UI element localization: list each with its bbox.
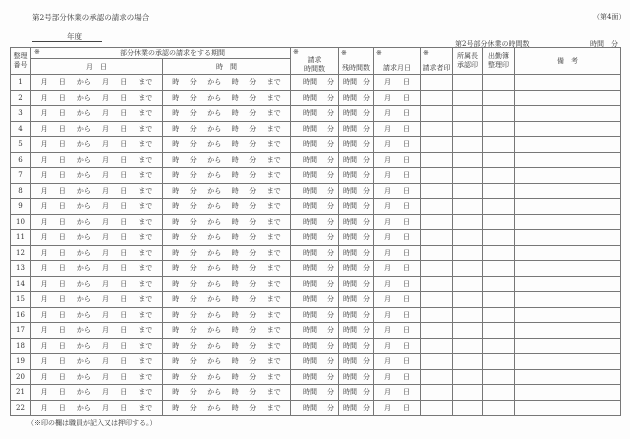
time-range-cell[interactable]: 時 分 から 時 分 まで [163,292,291,308]
time-range-cell[interactable]: 時 分 から 時 分 まで [163,385,291,401]
request-date-cell[interactable]: 月 日 [374,152,421,168]
requester-seal-cell[interactable] [421,400,453,416]
table-row [11,90,621,106]
remaining-hours-cell[interactable]: 時間 分 [339,121,374,137]
supervisor-seal-cell[interactable] [453,183,483,199]
requester-seal-cell[interactable] [421,323,453,339]
table-row [11,214,621,230]
date-range-cell[interactable]: 月 日 から 月 日 まで [31,385,163,401]
table-row [11,75,621,91]
table-row [11,354,621,370]
request-date-cell[interactable]: 月 日 [374,369,421,385]
time-range-cell[interactable]: 時 分 から 時 分 まで [163,354,291,370]
table-row [11,106,621,122]
supervisor-seal-cell[interactable] [453,75,483,91]
request-date-cell[interactable]: 月 日 [374,261,421,277]
row-number: 16 [11,307,31,323]
requester-seal-cell[interactable] [421,75,453,91]
remaining-hours-cell[interactable]: 時間 分 [339,106,374,122]
requester-seal-cell[interactable] [421,307,453,323]
table-row [11,137,621,153]
time-range-cell[interactable]: 時 分 から 時 分 まで [163,90,291,106]
request-date-cell[interactable]: 月 日 [374,230,421,246]
requester-seal-cell[interactable] [421,199,453,215]
time-range-cell[interactable]: 時 分 から 時 分 まで [163,152,291,168]
supervisor-seal-cell[interactable] [453,230,483,246]
row-number: 14 [11,276,31,292]
remaining-hours-cell[interactable]: 時間 分 [339,245,374,261]
remarks-cell[interactable] [515,354,621,370]
supervisor-seal-cell[interactable] [453,245,483,261]
remarks-cell[interactable] [515,90,621,106]
date-range-cell[interactable]: 月 日 から 月 日 まで [31,75,163,91]
attendance-seal-cell[interactable] [483,369,515,385]
date-range-cell[interactable]: 月 日 から 月 日 まで [31,230,163,246]
row-number: 22 [11,400,31,416]
time-range-cell[interactable]: 時 分 から 時 分 まで [163,245,291,261]
time-range-cell[interactable]: 時 分 から 時 分 まで [163,338,291,354]
time-range-cell[interactable]: 時 分 から 時 分 まで [163,307,291,323]
remaining-hours-cell[interactable]: 時間 分 [339,199,374,215]
supervisor-seal-cell[interactable] [453,323,483,339]
request-date-cell[interactable]: 月 日 [374,183,421,199]
remarks-cell[interactable] [515,276,621,292]
table-row [11,199,621,215]
remaining-hours-cell[interactable]: 時間 分 [339,230,374,246]
remarks-cell[interactable] [515,369,621,385]
supervisor-seal-cell[interactable] [453,400,483,416]
time-range-cell[interactable]: 時 分 から 時 分 まで [163,230,291,246]
supervisor-seal-cell[interactable] [453,261,483,277]
table-row [11,261,621,277]
attendance-seal-cell[interactable] [483,400,515,416]
table-row [11,183,621,199]
table-row [11,338,621,354]
attendance-seal-cell[interactable] [483,168,515,184]
supervisor-seal-cell[interactable] [453,199,483,215]
page-number: （第4面） [593,13,626,21]
time-range-cell[interactable]: 時 分 から 時 分 まで [163,137,291,153]
total-hours-label: 第2号部分休業の時間数 [455,40,530,48]
requester-seal-cell[interactable] [421,276,453,292]
row-number: 9 [11,199,31,215]
remaining-hours-cell[interactable]: 時間 分 [339,214,374,230]
time-range-cell[interactable]: 時 分 から 時 分 まで [163,400,291,416]
header-period: ※ 部分休業の承認の請求をする期間 [31,48,291,59]
time-range-cell[interactable]: 時 分 から 時 分 まで [163,323,291,339]
remarks-cell[interactable] [515,261,621,277]
date-range-cell[interactable]: 月 日 から 月 日 まで [31,323,163,339]
request-hours-cell[interactable]: 時間 分 [291,307,339,323]
request-hours-cell[interactable]: 時間 分 [291,230,339,246]
request-date-cell[interactable]: 月 日 [374,168,421,184]
table-row [11,323,621,339]
remaining-hours-cell[interactable]: 時間 分 [339,338,374,354]
supervisor-seal-cell[interactable] [453,292,483,308]
remaining-hours-cell[interactable]: 時間 分 [339,292,374,308]
row-number: 20 [11,369,31,385]
remaining-hours-cell[interactable]: 時間 分 [339,152,374,168]
remaining-hours-cell[interactable]: 時間 分 [339,168,374,184]
attendance-seal-cell[interactable] [483,183,515,199]
request-hours-cell[interactable]: 時間 分 [291,75,339,91]
table-row [11,400,621,416]
supervisor-seal-cell[interactable] [453,214,483,230]
attendance-seal-cell[interactable] [483,137,515,153]
attendance-seal-cell[interactable] [483,354,515,370]
request-hours-cell[interactable]: 時間 分 [291,199,339,215]
remaining-hours-cell[interactable]: 時間 分 [339,75,374,91]
request-hours-cell[interactable]: 時間 分 [291,106,339,122]
row-number: 1 [11,75,31,91]
date-range-cell[interactable]: 月 日 から 月 日 まで [31,106,163,122]
row-number: 4 [11,121,31,137]
time-range-cell[interactable]: 時 分 から 時 分 まで [163,75,291,91]
attendance-seal-cell[interactable] [483,152,515,168]
row-number: 11 [11,230,31,246]
request-date-cell[interactable]: 月 日 [374,106,421,122]
remarks-cell[interactable] [515,307,621,323]
request-date-cell[interactable]: 月 日 [374,292,421,308]
requester-seal-cell[interactable] [421,168,453,184]
attendance-seal-cell[interactable] [483,261,515,277]
remarks-cell[interactable] [515,106,621,122]
date-range-cell[interactable]: 月 日 から 月 日 まで [31,152,163,168]
row-number: 19 [11,354,31,370]
remaining-hours-cell[interactable]: 時間 分 [339,90,374,106]
remarks-cell[interactable] [515,323,621,339]
remaining-hours-cell[interactable]: 時間 分 [339,400,374,416]
supervisor-seal-cell[interactable] [453,137,483,153]
request-date-cell[interactable]: 月 日 [374,400,421,416]
table-row [11,245,621,261]
request-hours-cell[interactable]: 時間 分 [291,90,339,106]
date-range-cell[interactable]: 月 日 から 月 日 まで [31,183,163,199]
row-number: 13 [11,261,31,277]
remarks-cell[interactable] [515,199,621,215]
supervisor-seal-cell[interactable] [453,385,483,401]
date-range-cell[interactable]: 月 日 から 月 日 まで [31,307,163,323]
date-range-cell[interactable]: 月 日 から 月 日 まで [31,214,163,230]
attendance-seal-cell[interactable] [483,90,515,106]
row-number: 7 [11,168,31,184]
requester-seal-cell[interactable] [421,90,453,106]
table-row [11,276,621,292]
requester-seal-cell[interactable] [421,354,453,370]
request-hours-cell[interactable]: 時間 分 [291,168,339,184]
row-number: 15 [11,292,31,308]
date-range-cell[interactable]: 月 日 から 月 日 まで [31,121,163,137]
remaining-hours-cell[interactable]: 時間 分 [339,354,374,370]
request-date-cell[interactable]: 月 日 [374,354,421,370]
supervisor-seal-cell[interactable] [453,338,483,354]
request-hours-cell[interactable]: 時間 分 [291,354,339,370]
supervisor-seal-cell[interactable] [453,121,483,137]
table-row [11,292,621,308]
request-hours-cell[interactable]: 時間 分 [291,245,339,261]
remarks-cell[interactable] [515,168,621,184]
attendance-seal-cell[interactable] [483,230,515,246]
request-hours-cell[interactable]: 時間 分 [291,400,339,416]
request-hours-cell[interactable]: 時間 分 [291,385,339,401]
request-hours-cell[interactable]: 時間 分 [291,338,339,354]
supervisor-seal-cell[interactable] [453,168,483,184]
date-range-cell[interactable]: 月 日 から 月 日 まで [31,338,163,354]
remarks-cell[interactable] [515,292,621,308]
date-range-cell[interactable]: 月 日 から 月 日 まで [31,354,163,370]
request-hours-cell[interactable]: 時間 分 [291,152,339,168]
requester-seal-cell[interactable] [421,152,453,168]
time-range-cell[interactable]: 時 分 から 時 分 まで [163,183,291,199]
requester-seal-cell[interactable] [421,338,453,354]
requester-seal-cell[interactable] [421,385,453,401]
supervisor-seal-cell[interactable] [453,90,483,106]
footnote: （※印の欄は職員が記入又は押印する。） [27,419,157,427]
date-range-cell[interactable]: 月 日 から 月 日 まで [31,261,163,277]
request-hours-cell[interactable]: 時間 分 [291,323,339,339]
time-range-cell[interactable]: 時 分 から 時 分 まで [163,214,291,230]
request-date-cell[interactable]: 月 日 [374,385,421,401]
header-attendance-seal: 出勤簿 整理印 [483,48,515,75]
remaining-hours-cell[interactable]: 時間 分 [339,385,374,401]
request-date-cell[interactable]: 月 日 [374,137,421,153]
header-time: 時 間 [163,59,291,75]
table-row [11,168,621,184]
time-range-cell[interactable]: 時 分 から 時 分 まで [163,199,291,215]
remarks-cell[interactable] [515,152,621,168]
supervisor-seal-cell[interactable] [453,106,483,122]
header-remarks: 備 考 [515,48,621,75]
table-row [11,385,621,401]
attendance-seal-cell[interactable] [483,245,515,261]
attendance-seal-cell[interactable] [483,106,515,122]
requester-seal-cell[interactable] [421,137,453,153]
requester-seal-cell[interactable] [421,106,453,122]
time-range-cell[interactable]: 時 分 から 時 分 まで [163,121,291,137]
requester-seal-cell[interactable] [421,245,453,261]
table-row [11,369,621,385]
row-number: 21 [11,385,31,401]
request-hours-cell[interactable]: 時間 分 [291,292,339,308]
request-date-cell[interactable]: 月 日 [374,338,421,354]
remarks-cell[interactable] [515,230,621,246]
header-requester-seal: ※ 請求者印 [421,48,453,75]
attendance-seal-cell[interactable] [483,292,515,308]
time-range-cell[interactable]: 時 分 から 時 分 まで [163,276,291,292]
table-row [11,307,621,323]
remarks-cell[interactable] [515,385,621,401]
attendance-seal-cell[interactable] [483,214,515,230]
request-date-cell[interactable]: 月 日 [374,90,421,106]
row-number: 8 [11,183,31,199]
requester-seal-cell[interactable] [421,292,453,308]
header-supervisor-seal: 所属長 承認印 [453,48,483,75]
row-number: 18 [11,338,31,354]
remarks-cell[interactable] [515,338,621,354]
date-range-cell[interactable]: 月 日 から 月 日 まで [31,199,163,215]
header-number: 整理 番号 [11,48,31,75]
requester-seal-cell[interactable] [421,261,453,277]
request-date-cell[interactable]: 月 日 [374,245,421,261]
attendance-seal-cell[interactable] [483,199,515,215]
row-number: 6 [11,152,31,168]
attendance-seal-cell[interactable] [483,338,515,354]
remaining-hours-cell[interactable]: 時間 分 [339,323,374,339]
requester-seal-cell[interactable] [421,369,453,385]
request-hours-cell[interactable]: 時間 分 [291,183,339,199]
request-hours-cell[interactable]: 時間 分 [291,214,339,230]
request-hours-cell[interactable]: 時間 分 [291,137,339,153]
time-range-cell[interactable]: 時 分 から 時 分 まで [163,369,291,385]
supervisor-seal-cell[interactable] [453,152,483,168]
attendance-seal-cell[interactable] [483,323,515,339]
row-number: 10 [11,214,31,230]
date-range-cell[interactable]: 月 日 から 月 日 まで [31,400,163,416]
star-mark: ※ [34,48,40,57]
attendance-seal-cell[interactable] [483,307,515,323]
time-range-cell[interactable]: 時 分 から 時 分 まで [163,168,291,184]
fiscal-year-label: 年度 [67,32,82,41]
remaining-hours-cell[interactable]: 時間 分 [339,276,374,292]
remarks-cell[interactable] [515,75,621,91]
requester-seal-cell[interactable] [421,214,453,230]
date-range-cell[interactable]: 月 日 から 月 日 まで [31,137,163,153]
row-number: 5 [11,137,31,153]
table-row [11,121,621,137]
remarks-cell[interactable] [515,214,621,230]
header-request-hours: ※ 請求 時間数 [291,48,339,75]
date-range-cell[interactable]: 月 日 から 月 日 まで [31,245,163,261]
request-date-cell[interactable]: 月 日 [374,276,421,292]
attendance-seal-cell[interactable] [483,276,515,292]
request-date-cell[interactable]: 月 日 [374,75,421,91]
supervisor-seal-cell[interactable] [453,369,483,385]
attendance-seal-cell[interactable] [483,385,515,401]
requester-seal-cell[interactable] [421,121,453,137]
request-date-cell[interactable]: 月 日 [374,323,421,339]
table-row [11,152,621,168]
header-date: 月 日 [31,59,163,75]
row-number: 2 [11,90,31,106]
request-hours-cell[interactable]: 時間 分 [291,369,339,385]
header-remaining-hours: ※ 残時間数 [339,48,374,75]
time-range-cell[interactable]: 時 分 から 時 分 まで [163,261,291,277]
requester-seal-cell[interactable] [421,183,453,199]
request-hours-cell[interactable]: 時間 分 [291,276,339,292]
request-date-cell[interactable]: 月 日 [374,199,421,215]
supervisor-seal-cell[interactable] [453,307,483,323]
request-date-cell[interactable]: 月 日 [374,121,421,137]
attendance-seal-cell[interactable] [483,75,515,91]
row-number: 17 [11,323,31,339]
row-number: 3 [11,106,31,122]
remaining-hours-cell[interactable]: 時間 分 [339,369,374,385]
request-hours-cell[interactable]: 時間 分 [291,121,339,137]
table-row [11,230,621,246]
remarks-cell[interactable] [515,137,621,153]
remaining-hours-cell[interactable]: 時間 分 [339,183,374,199]
supervisor-seal-cell[interactable] [453,354,483,370]
remaining-hours-cell[interactable]: 時間 分 [339,137,374,153]
remarks-cell[interactable] [515,245,621,261]
date-range-cell[interactable]: 月 日 から 月 日 まで [31,90,163,106]
requester-seal-cell[interactable] [421,230,453,246]
date-range-cell[interactable]: 月 日 から 月 日 まで [31,369,163,385]
request-hours-cell[interactable]: 時間 分 [291,261,339,277]
date-range-cell[interactable]: 月 日 から 月 日 まで [31,292,163,308]
partial-leave-request-table [10,47,621,416]
date-range-cell[interactable]: 月 日 から 月 日 まで [31,276,163,292]
request-date-cell[interactable]: 月 日 [374,214,421,230]
request-date-cell[interactable]: 月 日 [374,307,421,323]
total-hours-unit: 時間 分 [590,40,618,48]
remaining-hours-cell[interactable]: 時間 分 [339,307,374,323]
supervisor-seal-cell[interactable] [453,276,483,292]
date-range-cell[interactable]: 月 日 から 月 日 まで [31,168,163,184]
attendance-seal-cell[interactable] [483,121,515,137]
header-request-date: ※ 請求月日 [374,48,421,75]
remarks-cell[interactable] [515,183,621,199]
row-number: 12 [11,245,31,261]
remarks-cell[interactable] [515,121,621,137]
form-title: 第2号部分休業の承認の請求の場合 [32,13,150,22]
remaining-hours-cell[interactable]: 時間 分 [339,261,374,277]
time-range-cell[interactable]: 時 分 から 時 分 まで [163,106,291,122]
remarks-cell[interactable] [515,400,621,416]
